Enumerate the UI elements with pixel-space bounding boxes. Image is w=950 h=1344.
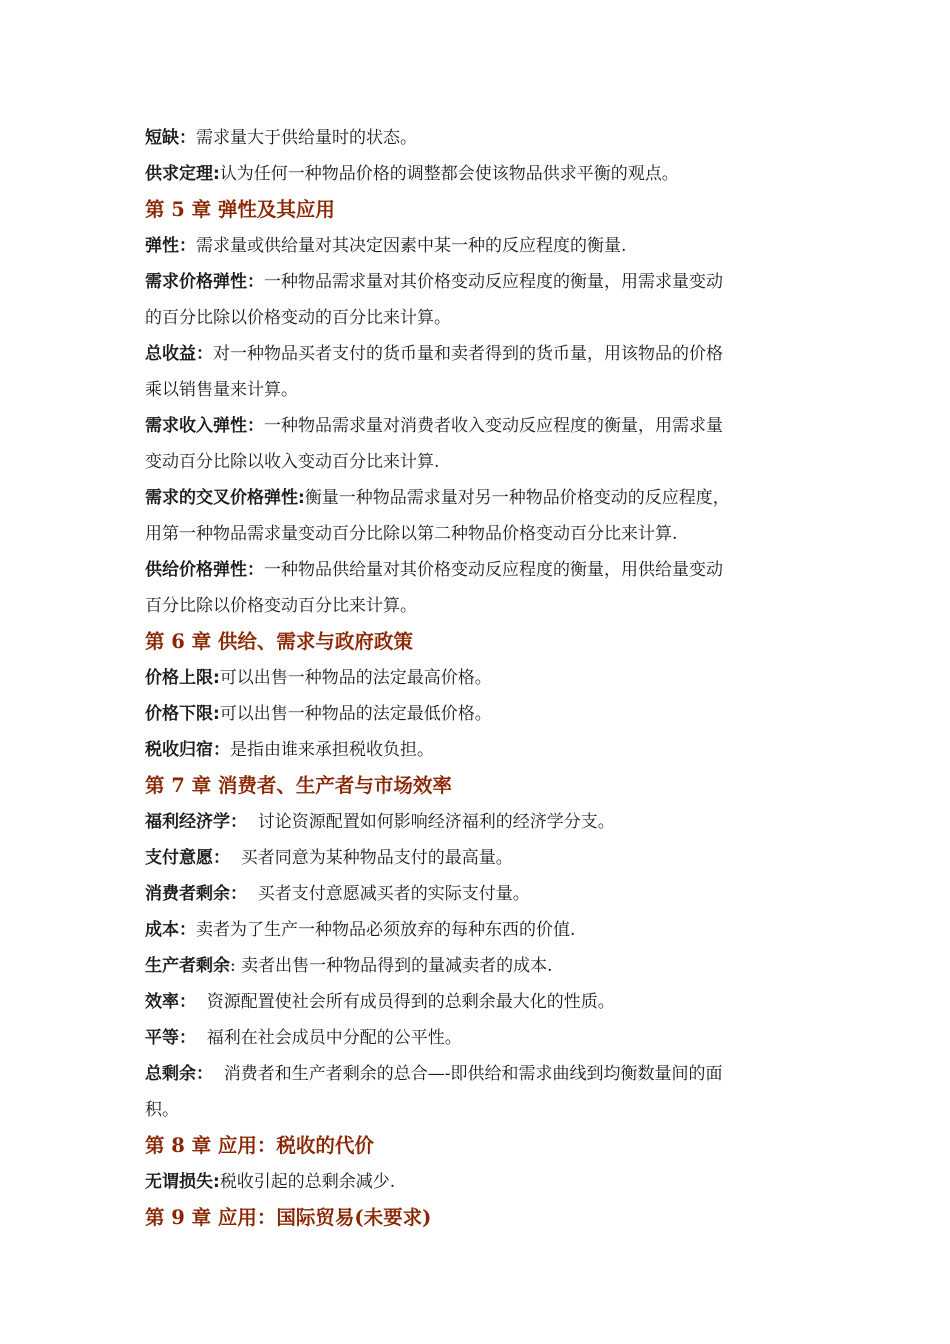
definition: 税收引起的总剩余减少. bbox=[219, 1172, 396, 1192]
chapter-8-heading: 第 8 章 应用：税收的代价 bbox=[145, 1134, 374, 1157]
definition: 福利在社会成员中分配的公平性。 bbox=[196, 1028, 462, 1048]
term: 需求收入弹性： bbox=[145, 416, 264, 436]
term: 供求定理: bbox=[145, 164, 220, 184]
definition: 卖者为了生产一种物品必须放弃的每种东西的价值. bbox=[196, 920, 576, 940]
definition: 消费者和生产者剩余的总合—-即供给和需求曲线到均衡数量间的面 bbox=[213, 1064, 723, 1084]
term: 无谓损失: bbox=[145, 1172, 220, 1192]
definition-tax-incidence bbox=[145, 732, 810, 768]
term: 平等： bbox=[145, 1028, 196, 1048]
definition: 一种物品供给量对其价格变动反应程度的衡量，用供给量变动 bbox=[264, 560, 723, 580]
definition-welfare-economics bbox=[145, 804, 810, 840]
definition-price-floor bbox=[145, 696, 810, 732]
term: 总收益： bbox=[145, 344, 213, 364]
definition-price-elasticity-supply bbox=[145, 552, 810, 588]
term: 短缺： bbox=[145, 128, 196, 148]
definition-total-revenue bbox=[145, 336, 810, 372]
definition-deadweight-loss bbox=[145, 1164, 810, 1200]
definition-willingness-to-pay bbox=[145, 840, 810, 876]
term: 福利经济学： bbox=[145, 812, 247, 832]
term: 价格下限: bbox=[145, 704, 220, 724]
definition: 讨论资源配置如何影响经济福利的经济学分支。 bbox=[247, 812, 615, 832]
definition-cross-price-elasticity bbox=[145, 480, 810, 516]
definition-producer-surplus bbox=[145, 948, 810, 984]
term: 成本： bbox=[145, 920, 196, 940]
definition-law-of-supply-demand bbox=[145, 156, 810, 192]
definition: 买者同意为某种物品支付的最高量。 bbox=[230, 848, 513, 868]
chapter-5-heading: 第 5 章 弹性及其应用 bbox=[145, 198, 335, 221]
definition: 是指由谁来承担税收负担。 bbox=[230, 740, 434, 760]
definition-cost bbox=[145, 912, 810, 948]
definition-continuation: 用第一种物品需求量变动百分比除以第二种物品价格变动百分比来计算. bbox=[145, 524, 678, 544]
definition-efficiency bbox=[145, 984, 810, 1020]
definition-price-elasticity-demand bbox=[145, 264, 810, 300]
definition-continuation: 的百分比除以价格变动的百分比来计算。 bbox=[145, 308, 451, 328]
term: 需求价格弹性： bbox=[145, 272, 264, 292]
definition: 需求量大于供给量时的状态。 bbox=[196, 128, 417, 148]
definition-elasticity bbox=[145, 228, 810, 264]
definition: 一种物品需求量对消费者收入变动反应程度的衡量，用需求量 bbox=[264, 416, 723, 436]
definition-income-elasticity bbox=[145, 408, 810, 444]
term: 生产者剩余 bbox=[145, 956, 230, 976]
definition-consumer-surplus bbox=[145, 876, 810, 912]
definition-continuation: 变动百分比除以收入变动百分比来计算. bbox=[145, 452, 440, 472]
term: 支付意愿： bbox=[145, 848, 230, 868]
definition: 认为任何一种物品价格的调整都会使该物品供求平衡的观点。 bbox=[219, 164, 679, 184]
definition-continuation: 乘以销售量来计算。 bbox=[145, 380, 298, 400]
term: 供给价格弹性： bbox=[145, 560, 264, 580]
definition: 买者支付意愿减买者的实际支付量。 bbox=[247, 884, 530, 904]
term: 消费者剩余： bbox=[145, 884, 247, 904]
chapter-9-heading: 第 9 章 应用：国际贸易(未要求) bbox=[145, 1206, 432, 1229]
definition-continuation: 百分比除以价格变动百分比来计算。 bbox=[145, 596, 417, 616]
definition: 需求量或供给量对其决定因素中某一种的反应程度的衡量. bbox=[196, 236, 627, 256]
term: 总剩余： bbox=[145, 1064, 213, 1084]
chapter-6-heading: 第 6 章 供给、需求与政府政策 bbox=[145, 630, 413, 653]
definition-price-ceiling bbox=[145, 660, 810, 696]
definition-continuation: 积。 bbox=[145, 1100, 179, 1120]
term: 需求的交叉价格弹性: bbox=[145, 488, 305, 508]
definition-equity bbox=[145, 1020, 810, 1056]
term: 弹性： bbox=[145, 236, 196, 256]
definition: 对一种物品买者支付的货币量和卖者得到的货币量，用该物品的价格 bbox=[213, 344, 723, 364]
definition: 一种物品需求量对其价格变动反应程度的衡量，用需求量变动 bbox=[264, 272, 723, 292]
term: 税收归宿： bbox=[145, 740, 230, 760]
definition: 可以出售一种物品的法定最高价格。 bbox=[219, 668, 492, 688]
definition: : 卖者出售一种物品得到的量减卖者的成本. bbox=[230, 956, 553, 976]
definition: 衡量一种物品需求量对另一种物品价格变动的反应程度， bbox=[304, 488, 730, 508]
document-page bbox=[145, 120, 810, 1236]
term: 价格上限: bbox=[145, 668, 220, 688]
definition-shortage bbox=[145, 120, 810, 156]
definition: 可以出售一种物品的法定最低价格。 bbox=[219, 704, 492, 724]
definition-total-surplus bbox=[145, 1056, 810, 1092]
term: 效率： bbox=[145, 992, 196, 1012]
definition: 资源配置使社会所有成员得到的总剩余最大化的性质。 bbox=[196, 992, 615, 1012]
chapter-7-heading: 第 7 章 消费者、生产者与市场效率 bbox=[145, 774, 452, 797]
